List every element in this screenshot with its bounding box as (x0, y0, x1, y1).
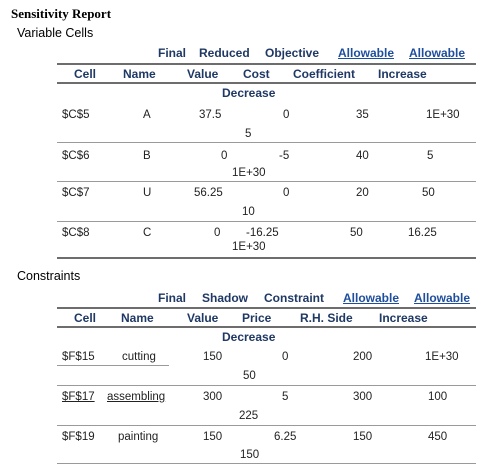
row-divider (57, 425, 476, 426)
row-shadow: 6.25 (274, 431, 297, 443)
row-reduced: -16.25 (246, 227, 279, 239)
row-final: 150 (203, 351, 223, 363)
header-cell: Cell (74, 67, 97, 81)
header-coefficient: Coefficient (293, 67, 356, 81)
row-increase: 450 (428, 431, 448, 443)
header-final: Final (158, 46, 187, 60)
row-final: 37.5 (199, 109, 222, 121)
row-name: A (143, 109, 151, 121)
row-decrease: 50 (243, 370, 256, 382)
header-rh-side: R.H. Side (300, 311, 353, 325)
row-increase: 1E+30 (425, 351, 459, 363)
row-objective: 35 (356, 109, 369, 121)
row-divider (57, 365, 169, 366)
row-reduced: -5 (279, 150, 290, 162)
row-increase: 5 (427, 150, 434, 162)
row-final: 150 (203, 431, 223, 443)
row-name: cutting (122, 351, 156, 363)
row-rhs: 150 (353, 431, 373, 443)
row-shadow: 5 (282, 391, 289, 403)
row-decrease: 5 (245, 128, 252, 140)
header-cost: Cost (243, 67, 270, 81)
row-rhs: 300 (353, 391, 373, 403)
row-decrease: 10 (242, 206, 255, 218)
row-increase: 100 (428, 391, 448, 403)
row-cell: $F$19 (62, 431, 95, 443)
row-final: 300 (203, 391, 223, 403)
row-increase: 16.25 (408, 227, 437, 239)
row-cell: $F$15 (62, 351, 95, 363)
row-reduced: 0 (283, 187, 290, 199)
row-shadow: 0 (282, 351, 289, 363)
variable-cells-heading: Variable Cells (17, 26, 94, 40)
header-allowable-increase[interactable]: Allowable (343, 291, 400, 305)
header-price: Price (242, 311, 272, 325)
row-divider (57, 181, 476, 182)
row-increase: 1E+30 (426, 109, 460, 121)
header-constraint: Constraint (264, 291, 324, 305)
row-name: U (143, 187, 152, 199)
header-final: Final (158, 291, 187, 305)
header-shadow: Shadow (202, 291, 249, 305)
header-allowable-decrease[interactable]: Allowable (409, 46, 466, 60)
row-name: B (143, 150, 151, 162)
row-objective: 40 (356, 150, 369, 162)
row-decrease: 150 (240, 449, 260, 461)
header-allowable-decrease[interactable]: Allowable (414, 291, 471, 305)
header-objective: Objective (265, 46, 320, 60)
constraints-heading: Constraints (17, 269, 81, 283)
header-value: Value (187, 311, 219, 325)
row-name: C (143, 227, 152, 239)
header-reduced: Reduced (199, 46, 250, 60)
header-rule-bottom (57, 82, 476, 84)
report-title: Sensitivity Report (11, 6, 112, 21)
row-final: 0 (221, 150, 228, 162)
row-divider (57, 385, 476, 386)
row-cell: $C$7 (62, 187, 90, 199)
header-increase: Increase (378, 67, 427, 81)
header-decrease: Decrease (222, 86, 276, 100)
row-objective: 20 (356, 187, 369, 199)
row-cell: $F$17 (62, 391, 95, 403)
header-increase: Increase (379, 311, 428, 325)
row-increase: 50 (422, 187, 435, 199)
row-decrease: 225 (239, 410, 259, 422)
row-objective: 50 (350, 227, 363, 239)
header-decrease: Decrease (222, 330, 276, 344)
row-name: painting (118, 431, 159, 443)
row-final: 0 (214, 227, 221, 239)
row-name: assembling (107, 391, 166, 403)
row-decrease: 1E+30 (232, 167, 266, 179)
header-cell: Cell (74, 311, 97, 325)
row-rhs: 200 (353, 351, 373, 363)
row-divider (57, 142, 476, 143)
header-name: Name (121, 311, 154, 325)
row-decrease: 1E+30 (232, 241, 266, 253)
row-cell: $C$8 (62, 227, 90, 239)
header-rule-top (57, 63, 476, 65)
row-reduced: 0 (283, 109, 290, 121)
header-rule-bottom (57, 326, 476, 328)
row-cell: $C$5 (62, 109, 90, 121)
row-divider (57, 463, 476, 464)
row-cell: $C$6 (62, 150, 90, 162)
header-rule-top (57, 307, 476, 309)
row-final: 56.25 (194, 187, 223, 199)
header-value: Value (187, 67, 219, 81)
table-rule-end (57, 257, 476, 259)
row-divider (57, 221, 476, 222)
header-name: Name (123, 67, 156, 81)
header-allowable-increase[interactable]: Allowable (338, 46, 395, 60)
